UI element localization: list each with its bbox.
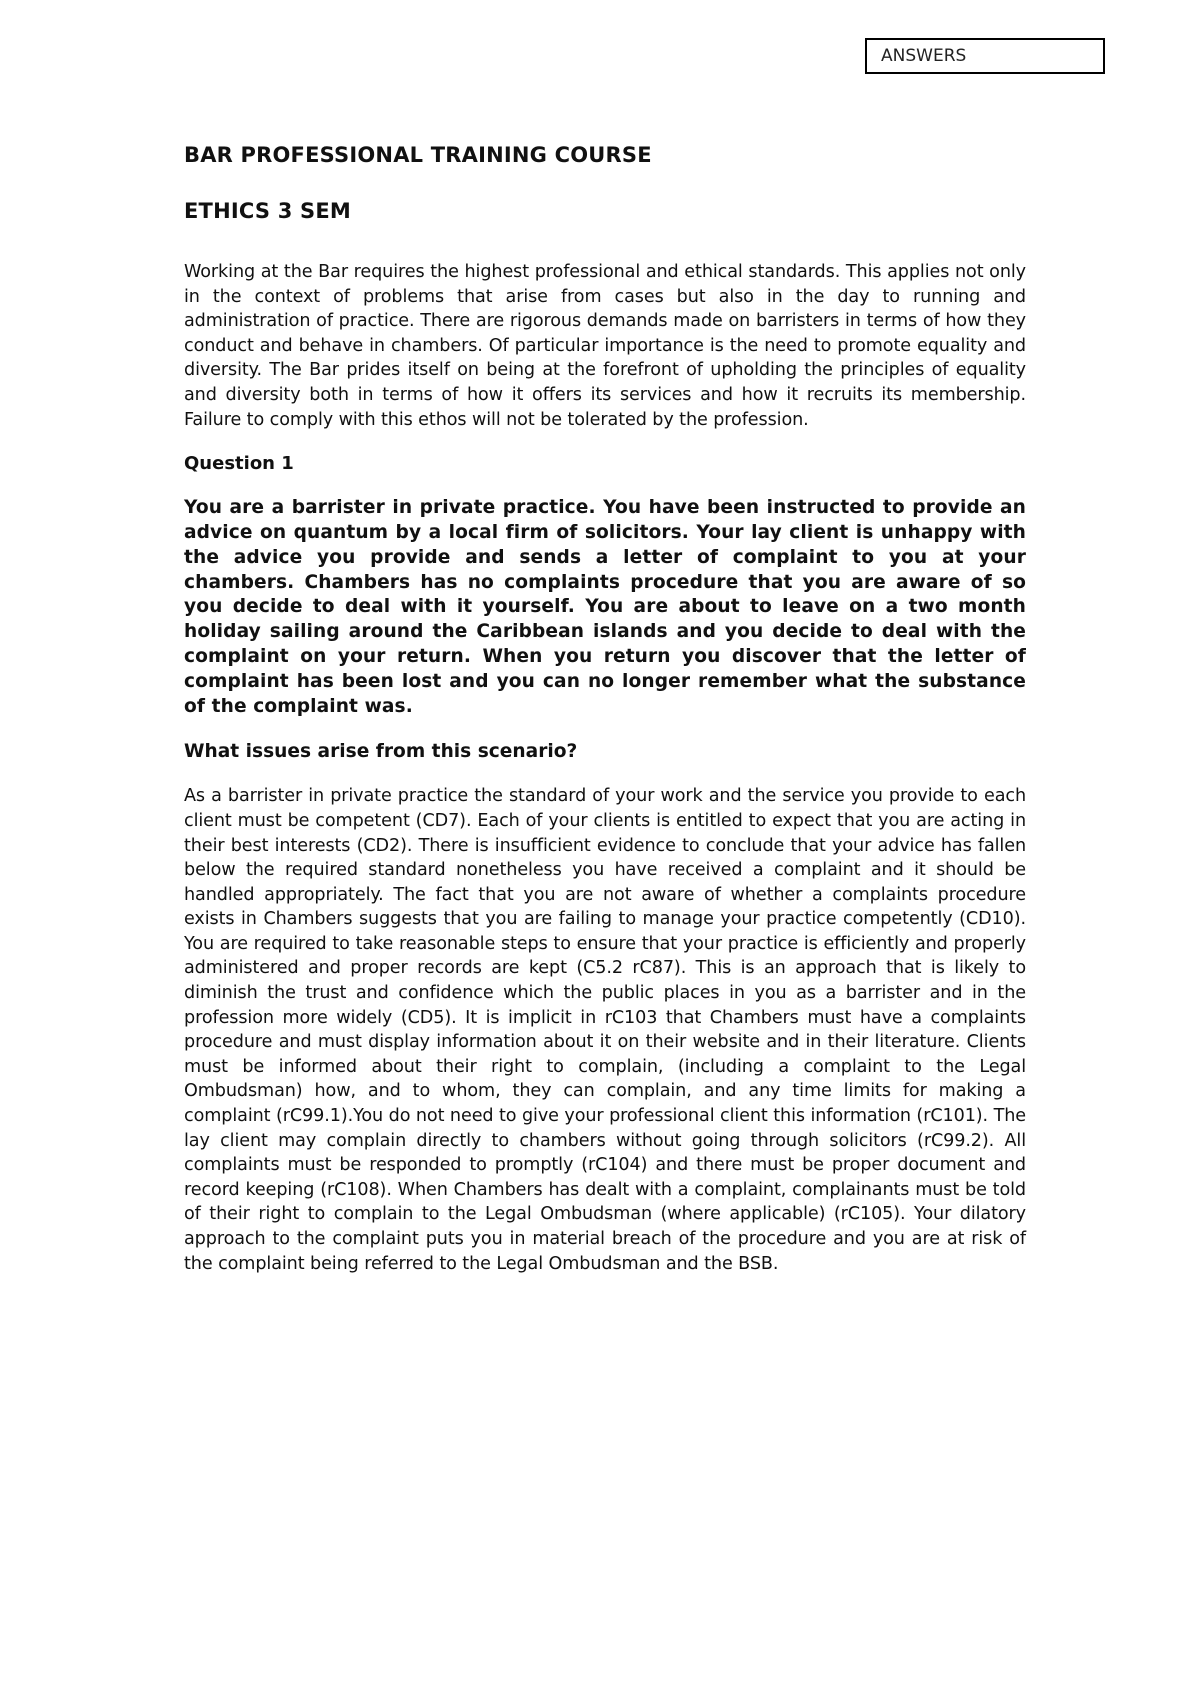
question-scenario: You are a barrister in private practice. You have been instructed to provide an advice on quantum by a local firm of solicitors. Your lay client is unhappy with the advice you provide and sends a letter of complaint to you at your chambers. Chambers has no complaints procedure that you are aware of so you decide to deal with it yourself. You are about to leave on a two month holiday sailing around the Caribbean islands and you decide to deal with the complaint on your return. When you return you discover that the letter of complaint has been lost and you can no longer remember what the substance of the complaint was. [184, 497, 1026, 717]
answer-paragraph: As a barrister in private practice the standard of your work and the service you provide to each client must be competent (CD7). Each of your clients is entitled to expect that you are acting in their best interests (CD2). There is insufficient evidence to conclude that your advice has fallen below the required standard nonetheless you have received a complaint and it should be handled appropriately. The fact that you are not aware of whether a complaints procedure exists in Chambers suggests that you are failing to manage your practice competently (CD10). You are required to take reasonable steps to ensure that your practice is efficiently and properly administered and proper records are kept (C5.2 rC87). This is an approach that is likely to diminish the trust and confidence which the public places in you as a barrister and in the profession more widely (CD5). It is implicit in rC103 that Chambers must have a complaints procedure and must display information about it on their website and in their literature. Clients must be informed about their right to complain, (including a complaint to the Legal Ombudsman) how, and to whom, they can complain, and any time limits for making a complaint (rC99.1).You do not need to give your professional client this information (rC101). The lay client may complain directly to chambers without going through solicitors (rC99.2). All complaints must be responded to promptly (rC104) and there must be proper document and record keeping (rC108). When Chambers has dealt with a complaint, complainants must be told of their right to complain to the Legal Ombudsman (where applicable) (rC105). Your dilatory approach to the complaint puts you in material breach of the procedure and you are at risk of the complaint being referred to the Legal Ombudsman and the BSB. [184, 786, 1026, 1274]
session-title: ETHICS 3 SEM [184, 199, 351, 223]
document-body [184, 143, 1026, 1276]
answers-label-box: ANSWERS [865, 38, 1105, 74]
question-label: Question 1 [184, 453, 294, 475]
course-title: BAR PROFESSIONAL TRAINING COURSE [184, 143, 652, 167]
question-prompt: What issues arise from this scenario? [184, 741, 578, 763]
intro-paragraph: Working at the Bar requires the highest professional and ethical standards. This applies not only in the context of problems that arise from cases but also in the day to running and administration of practice. There are rigorous demands made on barristers in terms of how they conduct and behave in chambers. Of particular importance is the need to promote equality and diversity. The Bar prides itself on being at the forefront of upholding the principles of equality and diversity both in terms of how it offers its services and how it recruits its membership. Failure to comply with this ethos will not be tolerated by the profession. [184, 262, 1026, 430]
